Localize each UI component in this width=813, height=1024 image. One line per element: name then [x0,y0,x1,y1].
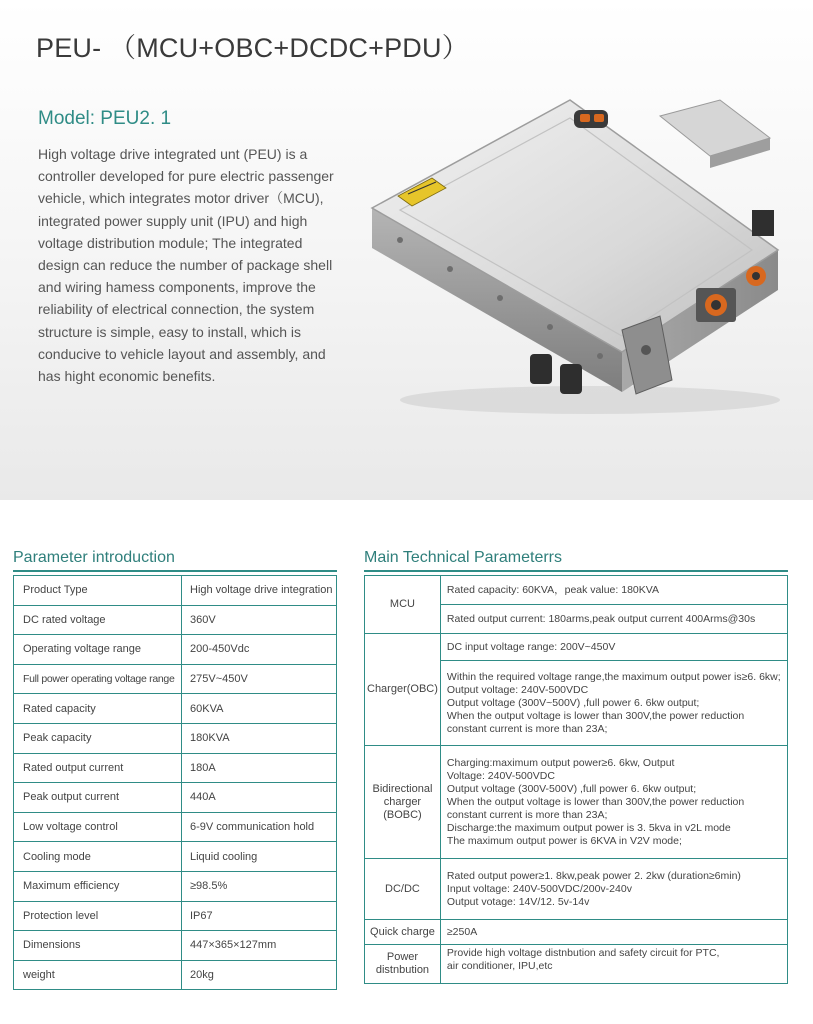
tech-value: Rated output current: 180arms,peak output current 400Arms@30s [440,605,787,634]
tech-value: Rated capacity: 60KVA，peak value: 180KVA [440,576,787,605]
tech-line: Output voltage (300V-500V) ,full power 6. 6kw output; [446,782,697,795]
param-key: weight [14,960,182,990]
param-value: 440A [182,783,337,813]
tech-line: Output votage: 14V/12. 5v-14v [446,895,590,908]
param-key: Peak capacity [14,723,182,753]
param-value: 360V [182,605,337,635]
table-row [14,842,337,872]
table-row [14,635,337,665]
param-value: 447×365×127mm [182,931,337,961]
tech-line: Output voltage: 240V-500VDC [446,683,589,696]
description-line: design can reduce the number of package shell [38,257,333,274]
table-row [14,605,337,635]
tech-line: When the output voltage is lower than 300V,the power reduction [446,795,745,808]
table-row [14,723,337,753]
table-row [14,576,337,606]
param-value: IP67 [182,901,337,931]
section-divider [364,570,788,572]
tech-line: Rated output power≥1. 8kw,peak power 2. 2kw (duration≥6min) [446,869,741,882]
param-key: Full power operating voltage range [14,664,182,694]
tech-label-mcu: MCU [365,576,441,634]
tech-label-line: (BOBC) [383,808,422,821]
table-row [365,746,788,859]
table-row [365,920,788,945]
tech-label-line: distnbution [375,964,430,976]
product-description [38,143,338,387]
table-row [14,783,337,813]
model-name: Model: PEU2. 1 [38,108,172,129]
param-value: 20kg [182,960,337,990]
param-key: Peak output current [14,783,182,813]
parameter-table [13,575,337,990]
param-value: Liquid cooling [182,842,337,872]
table-row [14,694,337,724]
tech-label-line: charger [383,795,422,808]
table-row [365,859,788,920]
tech-line: constant current is more than 23A; [446,808,608,821]
page-title: PEU- （MCU+OBC+DCDC+PDU） [36,33,469,63]
tech-value-block [440,746,787,859]
tech-label-quick-charge: Quick charge [365,920,441,945]
param-key: Operating voltage range [14,635,182,665]
param-value: High voltage drive integration [182,576,337,606]
main-technical-parameters-title: Main Technical Parameterrs [364,549,563,566]
description-line: voltage distribution module; The integrated [38,234,303,251]
description-line: integrated power supply unit (IPU) and high [38,212,308,229]
param-value: 200-450Vdc [182,635,337,665]
tech-value-block [440,661,787,746]
table-row [14,664,337,694]
description-line: and wiring hamess components, improve the [38,279,316,296]
table-row [14,812,337,842]
tech-value-block [440,945,787,984]
tech-line: Charging:maximum output power≥6. 6kw, Output [446,756,675,769]
tech-label-dcdc: DC/DC [365,859,441,920]
table-row [365,634,788,661]
param-value: 6-9V communication hold [182,812,337,842]
technical-table [364,575,788,984]
description-line: structure is simple, easy to install, which is [38,323,301,340]
tech-line: The maximum output power is 6KVA in V2V mode; [446,834,682,847]
tech-label-power-distribution [365,945,441,984]
description-line: vehicle, which integrates motor driver（MCU), [38,190,324,207]
param-key: DC rated voltage [14,605,182,635]
param-value: ≥98.5% [182,871,337,901]
tech-line: Discharge:the maximum output power is 3. 5kva in v2L mode [446,821,731,834]
tech-line: Input voltage: 240V-500VDC/200v-240v [446,882,632,895]
table-row [14,931,337,961]
tech-value: ≥250A [440,920,787,945]
tech-line: constant current is more than 23A; [446,722,608,735]
param-key: Rated output current [14,753,182,783]
param-key: Rated capacity [14,694,182,724]
tech-label-bobc [365,746,441,859]
description-line: High voltage drive integrated unt (PEU) is a [38,146,308,162]
parameter-introduction-title: Parameter introduction [13,549,175,566]
table-row [365,945,788,984]
param-key: Dimensions [14,931,182,961]
tech-line: Provide high voltage distnbution and safety circuit for PTC, [446,947,720,959]
table-row [365,576,788,605]
section-divider [13,570,337,572]
param-key: Low voltage control [14,812,182,842]
param-key: Protection level [14,901,182,931]
tech-label-obc: Charger(OBC) [365,634,441,746]
table-row [14,901,337,931]
tech-line: When the output voltage is lower than 300V,the power reduction [446,709,745,722]
param-key: Cooling mode [14,842,182,872]
tech-label-line: Power [386,951,419,963]
tech-line: Output voltage (300V~500V) ,full power 6. 6kw output; [446,696,700,709]
param-value: 180KVA [182,723,337,753]
description-line: conducive to vehicle layout and assembly, and [38,345,326,362]
param-value: 275V~450V [182,664,337,694]
tech-line: Within the required voltage range,the maximum output power is≥6. 6kw; [446,670,781,683]
tech-value-block [440,859,787,920]
tech-line: Voltage: 240V-500VDC [446,769,555,782]
description-line: has hight economic benefits. [38,368,216,385]
tech-line: air conditioner, IPU,etc [446,960,553,972]
param-value: 60KVA [182,694,337,724]
description-line: reliability of electrical connection, the system [38,301,315,318]
param-key: Maximum efficiency [14,871,182,901]
param-key: Product Type [14,576,182,606]
tech-label-line: Bidirectional [372,782,433,795]
tech-value: DC input voltage range: 200V~450V [440,634,787,661]
table-row [14,871,337,901]
description-line: controller developed for pure electric passenger [38,168,334,185]
table-row [14,960,337,990]
product-image [360,80,790,420]
param-value: 180A [182,753,337,783]
table-row [14,753,337,783]
